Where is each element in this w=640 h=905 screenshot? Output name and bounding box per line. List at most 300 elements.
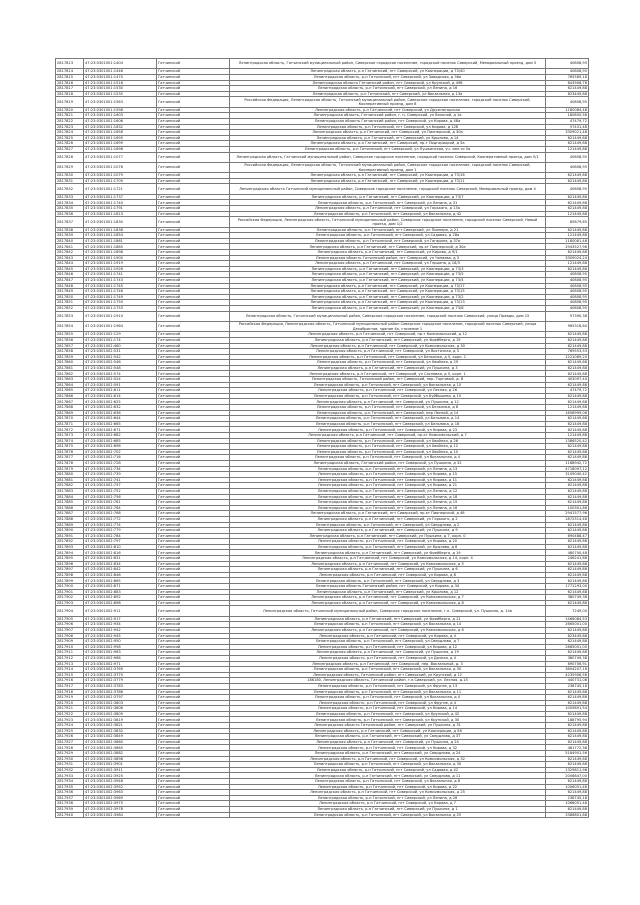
row-id-cell: 2817891 bbox=[56, 533, 84, 539]
address-cell: Ленинградская область, Гатчинский муниципальный район, Сиверское городское поселение, городской поселок Сиверский, Мемориальный проезд, дом 5 bbox=[230, 59, 546, 69]
row-id-cell: 2817894 bbox=[56, 550, 84, 556]
cadastral-number-cell: 47:23:0301002:772 bbox=[84, 516, 157, 522]
cadastral-value-cell: 180850,56 bbox=[546, 113, 589, 119]
row-id-cell: 2817870 bbox=[56, 416, 84, 422]
address-cell: Ленинградская область, р-н Гатчинский, пгт Сиверский, ул Кирова, д 21 bbox=[230, 483, 546, 489]
district-cell: Гатчинский bbox=[157, 354, 230, 360]
cadastral-number-cell: 47:23:0301002:3860 bbox=[84, 739, 157, 745]
address-cell: Российская Федерация, Ленинградская область, Гатчинский муниципальный район, Сиверское городское поселение, городской поселок Сиверский, Кооперативный проезд, дом 1 bbox=[230, 162, 546, 172]
address-cell: Ленинградская область, р-н Гатчинский, пгт Сиверский, ул Восточная, д 3 bbox=[230, 349, 546, 355]
cadastral-value-cell: 621449,88 bbox=[546, 421, 589, 427]
cadastral-number-cell: 47:23:0301001:1606 bbox=[84, 118, 157, 124]
district-cell: Гатчинский bbox=[157, 616, 230, 622]
district-cell: Гатчинский bbox=[157, 272, 230, 278]
address-cell: Ленинградская область, р-н Гатчинский, пгт Сиверский, ул Кирова, д 23 bbox=[230, 427, 546, 433]
row-id-cell: 2817876 bbox=[56, 449, 84, 455]
district-cell: Гатчинский bbox=[157, 371, 230, 377]
table-row bbox=[56, 162, 589, 172]
cadastral-number-cell: 47:23:0301001:1078 bbox=[84, 162, 157, 172]
address-cell: Ленинградская область, р-н Гатчинский, пгт Сиверский, ул Пушкина, д 12 bbox=[230, 399, 546, 405]
address-cell: Ленинградская область, р-н Гатчинский, пгт Сиверский, ул Кооперации, д 73/17 bbox=[230, 283, 546, 289]
district-cell: Гатчинский bbox=[157, 382, 230, 388]
row-id-cell: 2817875 bbox=[56, 444, 84, 450]
cadastral-number-cell: 47:23:0301001:1721 bbox=[84, 184, 157, 194]
table-row bbox=[56, 606, 589, 616]
district-cell: Гатчинский bbox=[157, 146, 230, 152]
cadastral-number-cell: 47:23:0301001:1885 bbox=[84, 244, 157, 250]
cadastral-number-cell: 47:23:0301002:917 bbox=[84, 616, 157, 622]
district-cell: Гатчинский bbox=[157, 533, 230, 539]
table-row bbox=[56, 812, 589, 818]
cadastral-value-cell: 40808,95 bbox=[546, 59, 589, 69]
district-cell: Гатчинский bbox=[157, 59, 230, 69]
row-id-cell: 2817817 bbox=[56, 86, 84, 92]
address-cell: Ленинградская область, р-н Гатчинский, пгт Сиверский, ул Хвойная, д 10 bbox=[230, 449, 546, 455]
address-cell: Ленинградская область, р-н Гатчинский, пгт Сиверский, ул Пушкинская, уч. чем-то 5а bbox=[230, 146, 546, 152]
cadastral-value-cell: 769553,53 bbox=[546, 349, 589, 355]
row-id-cell: 2817896 bbox=[56, 561, 84, 567]
row-id-cell: 2817889 bbox=[56, 522, 84, 528]
row-id-cell: 2817922 bbox=[56, 711, 84, 717]
district-cell: Гатчинский bbox=[157, 595, 230, 601]
row-id-cell: 2817851 bbox=[56, 300, 84, 306]
row-id-cell: 2817833 bbox=[56, 194, 84, 200]
address-cell: Ленинградская область, р-н Гатчинский, пгт Сиверский, ул Кооперации, д 73/16 bbox=[230, 173, 546, 179]
cadastral-value-cell: 621449,88 bbox=[546, 86, 589, 92]
district-cell: Гатчинский bbox=[157, 806, 230, 812]
row-id-cell: 2817909 bbox=[56, 639, 84, 645]
cadastral-number-cell: 47:23:0301001:1077 bbox=[84, 152, 157, 162]
address-cell: Ленинградская область, р-н Гатчинский, пгт Сиверский, ул Кирова, д 4 bbox=[230, 633, 546, 639]
row-id-cell: 2817932 bbox=[56, 767, 84, 773]
cadastral-number-cell: 47:23:0301002:728 bbox=[84, 460, 157, 466]
address-cell: Ленинградская область, р-н Гатчинский, пгт Сиверский, ул Комсомольская, д 7 bbox=[230, 595, 546, 601]
district-cell: Гатчинский bbox=[157, 277, 230, 283]
cadastral-value-cell: 1009891,54 bbox=[546, 706, 589, 712]
cadastral-value-cell: 2941577,96 bbox=[546, 511, 589, 517]
district-cell: Гатчинский bbox=[157, 739, 230, 745]
cadastral-number-cell: 47:23:0301002:871 bbox=[84, 584, 157, 590]
row-id-cell: 2817901 bbox=[56, 589, 84, 595]
cadastral-value-cell: 621449,88 bbox=[546, 739, 589, 745]
cadastral-number-cell: 47:23:0301002:741 bbox=[84, 477, 157, 483]
row-id-cell: 2817936 bbox=[56, 790, 84, 796]
row-id-cell: 2817858 bbox=[56, 349, 84, 355]
address-cell: Ленинградская область, р-н Гатчинский, пгт Сиверский, ул Ленина, д 16 bbox=[230, 86, 546, 92]
address-cell: Ленинградская область, р-н Гатчинский, пгт Сиверский, пр-т Комсомольский, д 12 bbox=[230, 332, 546, 338]
cadastral-value-cell: 621449,88 bbox=[546, 627, 589, 633]
address-cell: Ленинградская область, р-н Гатчинский, пгт Сиверский, ул Заводская, д 36а bbox=[230, 74, 546, 80]
address-cell: Ленинградская область, р-н Гатчинский, пгт Сиверский, пр-кт Комсомольский, д 7 bbox=[230, 433, 546, 439]
cadastral-number-cell: 47:23:0301002:460 bbox=[84, 343, 157, 349]
cadastral-number-cell: 47:23:0301002:810 bbox=[84, 544, 157, 550]
cadastral-number-cell: 47:23:0301001:1749 bbox=[84, 294, 157, 300]
address-cell: Ленинградская область, р-н Гатчинский, пгт Сиверский, ул Вокзальная, д 4 bbox=[230, 695, 546, 701]
district-cell: Гатчинский bbox=[157, 250, 230, 256]
cadastral-value-cell: 4235906,56 bbox=[546, 672, 589, 678]
cadastral-number-cell: 47:23:0301002:696 bbox=[84, 444, 157, 450]
row-id-cell: 2817823 bbox=[56, 124, 84, 130]
district-cell: Гатчинский bbox=[157, 762, 230, 768]
district-cell: Гатчинский bbox=[157, 86, 230, 92]
row-id-cell: 2817848 bbox=[56, 283, 84, 289]
address-cell: Ленинградская область, р-н Гатчинский, пгт Сиверский, ул Вокзальная, д 14 bbox=[230, 622, 546, 628]
cadastral-value-cell: 40808,95 bbox=[546, 162, 589, 172]
address-cell: Ленинградская область, р-н Гатчинский, пгт Сиверский, ул Крылова, д 14 bbox=[230, 135, 546, 141]
row-id-cell: 2817867 bbox=[56, 399, 84, 405]
cadastral-number-cell: 47:23:0301002:846 bbox=[84, 572, 157, 578]
cadastral-value-cell: 2006847,00 bbox=[546, 773, 589, 779]
row-id-cell: 2817913 bbox=[56, 661, 84, 667]
row-id-cell: 2817844 bbox=[56, 261, 84, 267]
cadastral-number-cell: 47:23:0301002:665 bbox=[84, 421, 157, 427]
address-cell: Ленинградская область, р-н Гатчинский, пгт Сиверский, ул Пушкина, д 3 bbox=[230, 365, 546, 371]
row-id-cell: 2817818 bbox=[56, 91, 84, 97]
district-cell: Гатчинский bbox=[157, 584, 230, 590]
address-cell: Ленинградская область, р-н Гатчинский, пгт Сиверский, ул Комсомольская, д 25 bbox=[230, 790, 546, 796]
district-cell: Гатчинский bbox=[157, 790, 230, 796]
row-id-cell: 2817860 bbox=[56, 360, 84, 366]
row-id-cell: 2817892 bbox=[56, 539, 84, 545]
row-id-cell: 2817890 bbox=[56, 528, 84, 534]
district-cell: Гатчинский bbox=[157, 589, 230, 595]
row-id-cell: 2817882 bbox=[56, 483, 84, 489]
address-cell: Ленинградская область, р-н Гатчинский, пгт Сиверский, ул Ленина, д 18 bbox=[230, 494, 546, 500]
address-cell: Ленинградская область, р-н Гатчинский, пгт Сиверский, ул Ленина, д 16 bbox=[230, 505, 546, 511]
cadastral-value-cell: 40808,95 bbox=[546, 305, 589, 311]
cadastral-number-cell: 47:23:0301002:3978 bbox=[84, 806, 157, 812]
cadastral-number-cell: 47:23:0301002:3925 bbox=[84, 773, 157, 779]
row-id-cell: 2817918 bbox=[56, 689, 84, 695]
cadastral-value-cell: 5184901,56 bbox=[546, 751, 589, 757]
cadastral-number-cell: 47:23:0301002:816 bbox=[84, 550, 157, 556]
cadastral-number-cell: 47:23:0301002:3975 bbox=[84, 801, 157, 807]
cadastral-value-cell: 1386520,42 bbox=[546, 438, 589, 444]
cadastral-number-cell: 47:23:0301002:3984 bbox=[84, 812, 157, 818]
address-cell: Ленинградская область, р-н Гатчинский, пгт Сиверский, ул Кирова, д 8 bbox=[230, 572, 546, 578]
cadastral-value-cell: 2943527,96 bbox=[546, 244, 589, 250]
cadastral-number-cell: 47:23:0301002:611 bbox=[84, 388, 157, 394]
cadastral-value-cell: 40808,95 bbox=[546, 69, 589, 75]
cadastral-number-cell: 47:23:0301002:3963 bbox=[84, 790, 157, 796]
cadastral-number-cell: 47:23:0301001:1919 bbox=[84, 261, 157, 267]
row-id-cell: 2817921 bbox=[56, 706, 84, 712]
cadastral-value-cell: 621449,88 bbox=[546, 639, 589, 645]
cadastral-value-cell: 480700,48 bbox=[546, 550, 589, 556]
district-cell: Гатчинский bbox=[157, 633, 230, 639]
address-cell: Ленинградская область, р-н Гатчинский, пгт Сиверский, ул Сосновая, д 5, корп. 1 bbox=[230, 371, 546, 377]
cadastral-value-cell: 40808,95 bbox=[546, 277, 589, 283]
row-id-cell: 2817841 bbox=[56, 244, 84, 250]
cadastral-value-cell: 823449,88 bbox=[546, 91, 589, 97]
district-cell: Гатчинский bbox=[157, 567, 230, 573]
address-cell: Ленинградская область, р-н Гатчинский, пгт Сиверский, ул Кирова, д 20 bbox=[230, 539, 546, 545]
district-cell: Гатчинский bbox=[157, 706, 230, 712]
row-id-cell: 2817830 bbox=[56, 173, 84, 179]
row-id-cell: 2817845 bbox=[56, 266, 84, 272]
address-cell: Ленинградская область, р-н Гатчинский, пгт Сиверский, ул Фрунзе, д 4 bbox=[230, 700, 546, 706]
district-cell: Гатчинский bbox=[157, 745, 230, 751]
district-cell: Гатчинский bbox=[157, 466, 230, 472]
row-id-cell: 2817920 bbox=[56, 700, 84, 706]
district-cell: Гатчинский bbox=[157, 627, 230, 633]
cadastral-value-cell: 621449,88 bbox=[546, 528, 589, 534]
cadastral-value-cell: 621449,88 bbox=[546, 178, 589, 184]
cadastral-number-cell: 47:23:0301002:966 bbox=[84, 655, 157, 661]
cadastral-value-cell: 121449,88 bbox=[546, 261, 589, 267]
cadastral-number-cell: 47:23:0301001:1518 bbox=[84, 80, 157, 86]
district-cell: Гатчинский bbox=[157, 410, 230, 416]
cadastral-number-cell: 47:23:0301002:752 bbox=[84, 488, 157, 494]
district-cell: Гатчинский bbox=[157, 211, 230, 217]
cadastral-value-cell: 690488,47 bbox=[546, 533, 589, 539]
address-cell: Ленинградская область, р-н Гатчинский, пгт Сиверский, ул Кооперации, д 73/5 bbox=[230, 272, 546, 278]
cadastral-value-cell: 621449,88 bbox=[546, 455, 589, 461]
district-cell: Гатчинский bbox=[157, 544, 230, 550]
cadastral-value-cell: 621449,88 bbox=[546, 227, 589, 233]
row-id-cell: 2817881 bbox=[56, 477, 84, 483]
district-cell: Гатчинский bbox=[157, 661, 230, 667]
cadastral-value-cell: 621449,88 bbox=[546, 711, 589, 717]
district-cell: Гатчинский bbox=[157, 655, 230, 661]
address-cell: Ленинградская область, р-н Гатчинский, пгт Сиверский, ул Вокзальная, д 13а bbox=[230, 91, 546, 97]
address-cell: Ленинградская область, р-н Гатчинский, пгт Сиверский, ул Ленина, д 12 bbox=[230, 488, 546, 494]
cadastral-number-cell: 47:23:0301002:716 bbox=[84, 455, 157, 461]
cadastral-value-cell: 1006051,48 bbox=[546, 784, 589, 790]
cadastral-value-cell: 621449,88 bbox=[546, 141, 589, 147]
cadastral-value-cell: 621449,88 bbox=[546, 444, 589, 450]
row-id-cell: 2817847 bbox=[56, 277, 84, 283]
cadastral-number-cell: 47:23:0301001:1470 bbox=[84, 74, 157, 80]
cadastral-number-cell: 47:23:0301002:747 bbox=[84, 483, 157, 489]
district-cell: Гатчинский bbox=[157, 449, 230, 455]
cadastral-number-cell: 47:23:0301002:911 bbox=[84, 606, 157, 616]
row-id-cell: 2817861 bbox=[56, 365, 84, 371]
row-id-cell: 2817862 bbox=[56, 371, 84, 377]
district-cell: Гатчинский bbox=[157, 683, 230, 689]
row-id-cell: 2817849 bbox=[56, 289, 84, 295]
cadastral-value-cell: 621449,88 bbox=[546, 393, 589, 399]
cadastral-number-cell: 47:23:0301001:1535 bbox=[84, 91, 157, 97]
cadastral-value-cell: 621449,88 bbox=[546, 173, 589, 179]
cadastral-value-cell: 621449,88 bbox=[546, 728, 589, 734]
cadastral-value-cell: 121449,88 bbox=[546, 405, 589, 411]
cadastral-value-cell: 621449,88 bbox=[546, 734, 589, 740]
row-id-cell: 2817916 bbox=[56, 678, 84, 684]
row-id-cell: 2817879 bbox=[56, 466, 84, 472]
district-cell: Гатчинский bbox=[157, 773, 230, 779]
district-cell: Гатчинский bbox=[157, 255, 230, 261]
row-id-cell: 2817829 bbox=[56, 162, 84, 172]
cadastral-number-cell: 47:23:0301002:614 bbox=[84, 393, 157, 399]
row-id-cell: 2817865 bbox=[56, 388, 84, 394]
cadastral-value-cell: 47479,72 bbox=[546, 118, 589, 124]
cadastral-number-cell: 47:23:0301001:1598 bbox=[84, 107, 157, 113]
address-cell: Ленинградская область, р-н Гатчинский, пгт Сиверский, ул Кооперации, д 73/7 bbox=[230, 194, 546, 200]
cadastral-number-cell: 47:23:0301001:1740 bbox=[84, 200, 157, 206]
cadastral-value-cell: 621449,88 bbox=[546, 194, 589, 200]
cadastral-value-cell: 621449,88 bbox=[546, 695, 589, 701]
cadastral-number-cell: 47:23:0301002:865 bbox=[84, 578, 157, 584]
district-cell: Гатчинский bbox=[157, 672, 230, 678]
cadastral-number-cell: 47:23:0301002:591 bbox=[84, 382, 157, 388]
district-cell: Гатчинский bbox=[157, 178, 230, 184]
cadastral-value-cell: 621449,88 bbox=[546, 416, 589, 422]
address-cell: Ленинградская область, р-н Гатчинский, пгт Сиверский, ул Крупской, д 30 bbox=[230, 717, 546, 723]
table-row bbox=[56, 97, 589, 107]
district-cell: Гатчинский bbox=[157, 600, 230, 606]
cadastral-value-cell: 246241,88 bbox=[546, 556, 589, 562]
cadastral-value-cell: 621449,88 bbox=[546, 365, 589, 371]
cadastral-number-cell: 47:23:0301001:1745 bbox=[84, 283, 157, 289]
cadastral-number-cell: 47:23:0301002:774 bbox=[84, 522, 157, 528]
row-id-cell: 2817880 bbox=[56, 472, 84, 478]
address-cell: Ленинградская область, Гатчинский район, пгт Сиверский, ул Крупской, д 12 bbox=[230, 672, 546, 678]
address-cell: Ленинградская область, р-н Гатчинский, пгт Сиверский, ул Вокзальная, д 42 bbox=[230, 211, 546, 217]
district-cell: Гатчинский bbox=[157, 784, 230, 790]
cadastral-number-cell: 47:23:0301002:3779 bbox=[84, 678, 157, 684]
cadastral-number-cell: 47:23:0301002:129 bbox=[84, 332, 157, 338]
cadastral-value-cell: 440731,08 bbox=[546, 678, 589, 684]
cadastral-value-cell: 97390,38 bbox=[546, 311, 589, 321]
row-id-cell: 2817884 bbox=[56, 494, 84, 500]
district-cell: Гатчинский bbox=[157, 227, 230, 233]
district-cell: Гатчинский bbox=[157, 152, 230, 162]
address-cell: Ленинградская область, р-н Гатчинский, пгт Сиверский, ул Свердлова, д 11 bbox=[230, 773, 546, 779]
cadastral-number-cell: 47:23:0301002:3803 bbox=[84, 700, 157, 706]
cadastral-value-cell: 621449,88 bbox=[546, 200, 589, 206]
cadastral-value-cell: 621449,88 bbox=[546, 332, 589, 338]
district-cell: Гатчинский bbox=[157, 488, 230, 494]
cadastral-number-cell: 47:23:0301001:1603 bbox=[84, 113, 157, 119]
address-cell: Российская Федерация, Ленинградская область, Гатчинский муниципальный район, Сиверское городское поселение, городской поселок Сиверский, Кооперативный проезд, дом 8 bbox=[230, 97, 546, 107]
cadastral-number-cell: 47:23:0301002:761 bbox=[84, 500, 157, 506]
cadastral-value-cell: 1466084,53 bbox=[546, 616, 589, 622]
cadastral-number-cell: 47:23:0301002:174 bbox=[84, 337, 157, 343]
cadastral-value-cell: 100301,68 bbox=[546, 505, 589, 511]
district-cell: Гатчинский bbox=[157, 399, 230, 405]
cadastral-number-cell: 47:23:0301001:1838 bbox=[84, 227, 157, 233]
cadastral-number-cell: 47:23:0301002:3911 bbox=[84, 767, 157, 773]
district-cell: Гатчинский bbox=[157, 751, 230, 757]
row-id-cell: 2817900 bbox=[56, 584, 84, 590]
register-table bbox=[55, 58, 589, 818]
district-cell: Гатчинский bbox=[157, 472, 230, 478]
cadastral-number-cell: 47:23:0301002:764 bbox=[84, 505, 157, 511]
address-cell: Ленинградская область, р-н Гатчинский, пгт Сиверский, ул Свердлова, д 2 bbox=[230, 522, 546, 528]
cadastral-value-cell: 1066051,48 bbox=[546, 801, 589, 807]
cadastral-value-cell: 621449,88 bbox=[546, 337, 589, 343]
district-cell: Гатчинский bbox=[157, 734, 230, 740]
district-cell: Гатчинский bbox=[157, 321, 230, 331]
row-id-cell: 2817840 bbox=[56, 238, 84, 244]
cadastral-value-cell: 40808,95 bbox=[546, 294, 589, 300]
address-cell: Ленинградская область, р-н Гатчинский, пгт Сиверский, ул Кирова, д 9/1 bbox=[230, 250, 546, 256]
district-cell: Гатчинский bbox=[157, 516, 230, 522]
cadastral-value-cell: 121449,88 bbox=[546, 433, 589, 439]
address-cell: Ленинградская область, р-н Гатчинский, пгт Сиверский, ул Герцена, д 18/3 bbox=[230, 261, 546, 267]
address-cell: Ленинградская область, Гатчинский район, г. п. Сиверский, ул Вольной, д 1а bbox=[230, 113, 546, 119]
address-cell: Ленинградская область, р-н Гатчинский, пгт Сиверский, ул Бельника, д 14 bbox=[230, 416, 546, 422]
district-cell: Гатчинский bbox=[157, 550, 230, 556]
district-cell: Гатчинский bbox=[157, 74, 230, 80]
cadastral-number-cell: 47:23:0301001:1743 bbox=[84, 277, 157, 283]
district-cell: Гатчинский bbox=[157, 113, 230, 119]
row-id-cell: 2817856 bbox=[56, 337, 84, 343]
cadastral-number-cell: 47:23:0301002:3821 bbox=[84, 723, 157, 729]
row-id-cell: 2817905 bbox=[56, 616, 84, 622]
address-cell: Ленинградская область, р-н Гатчинский, пгт Сиверский, ул Лесная, д 26 bbox=[230, 388, 546, 394]
row-id-cell: 2817873 bbox=[56, 433, 84, 439]
table-row bbox=[56, 321, 589, 331]
cadastral-value-cell: 1180081,46 bbox=[546, 238, 589, 244]
row-id-cell: 2817904 bbox=[56, 606, 84, 616]
cadastral-value-cell: 621449,88 bbox=[546, 135, 589, 141]
row-id-cell: 2817868 bbox=[56, 405, 84, 411]
district-cell: Гатчинский bbox=[157, 244, 230, 250]
district-cell: Гатчинский bbox=[157, 433, 230, 439]
cadastral-number-cell: 47:23:0301002:892 bbox=[84, 595, 157, 601]
address-cell: Ленинградская область, р-н Гатчинский, пгт Сиверский, ул Пушкина, д 19 bbox=[230, 650, 546, 656]
district-cell: Гатчинский bbox=[157, 289, 230, 295]
cadastral-number-cell: 47:23:0301002:756 bbox=[84, 494, 157, 500]
cadastral-value-cell: 40808,95 bbox=[546, 97, 589, 107]
district-cell: Гатчинский bbox=[157, 717, 230, 723]
district-cell: Гатчинский bbox=[157, 578, 230, 584]
cadastral-number-cell: 47:23:0301001:1898 bbox=[84, 250, 157, 256]
cadastral-value-cell: 380749,38 bbox=[546, 655, 589, 661]
row-id-cell: 2817915 bbox=[56, 672, 84, 678]
row-id-cell: 2817906 bbox=[56, 622, 84, 628]
row-id-cell: 2817938 bbox=[56, 801, 84, 807]
address-cell: Ленинградская область, р-н Гатчинский, пгт Сиверский, ул Фрейберга, д 11 bbox=[230, 616, 546, 622]
district-cell: Гатчинский bbox=[157, 667, 230, 673]
cadastral-number-cell: 47:23:0301001:1695 bbox=[84, 135, 157, 141]
address-cell: Ленинградская область, р-н Гатчинский, пгт Сиверский, ул Горького, д 13а bbox=[230, 206, 546, 212]
cadastral-number-cell: 47:23:0301002:3865 bbox=[84, 745, 157, 751]
row-id-cell: 2817912 bbox=[56, 655, 84, 661]
row-id-cell: 2817864 bbox=[56, 382, 84, 388]
address-cell: Ленинградская область Гатчинский район, пгт Сиверский, ул Крупской, д 49б bbox=[230, 80, 546, 86]
district-cell: Гатчинский bbox=[157, 444, 230, 450]
row-id-cell: 2817831 bbox=[56, 178, 84, 184]
cadastral-number-cell: 47:23:0301002:3783 bbox=[84, 683, 157, 689]
row-id-cell: 2817893 bbox=[56, 544, 84, 550]
address-cell: Ленинградская область Гатчинский район, пгт Сиверский, ул Кирова, д 48а bbox=[230, 118, 546, 124]
cadastral-value-cell: 121449,88 bbox=[546, 146, 589, 152]
district-cell: Гатчинский bbox=[157, 606, 230, 616]
row-id-cell: 2817939 bbox=[56, 806, 84, 812]
row-id-cell: 2817859 bbox=[56, 354, 84, 360]
cadastral-number-cell: 47:23:0301002:3898 bbox=[84, 756, 157, 762]
cadastral-number-cell: 47:23:0301001:1914 bbox=[84, 311, 157, 321]
row-id-cell: 2817878 bbox=[56, 460, 84, 466]
cadastral-number-cell: 47:23:0301002:531 bbox=[84, 349, 157, 355]
district-cell: Гатчинский bbox=[157, 97, 230, 107]
cadastral-value-cell: 621449,88 bbox=[546, 494, 589, 500]
address-cell: Ленинградская область, р-н Гатчинский, пгт Сиверский, ул Вокзальная, д 4 bbox=[230, 455, 546, 461]
cadastral-number-cell: 47:23:0301002:3797 bbox=[84, 695, 157, 701]
address-cell: Ленинградская область, р-н Гатчинский, пгт Сиверский, ул Комсомольская, д 14, корп. 4 bbox=[230, 556, 546, 562]
row-id-cell: 2817857 bbox=[56, 343, 84, 349]
cadastral-value-cell: 3309024,24 bbox=[546, 255, 589, 261]
row-id-cell: 2817886 bbox=[56, 505, 84, 511]
district-cell: Гатчинский bbox=[157, 494, 230, 500]
address-cell: Ленинградская область, р-н Гатчинский, пгт Сиверский, ул Вокзальная, д 30 bbox=[230, 762, 546, 768]
row-id-cell: 2817826 bbox=[56, 141, 84, 147]
cadastral-number-cell: 47:23:0301002:779 bbox=[84, 528, 157, 534]
row-id-cell: 2817832 bbox=[56, 184, 84, 194]
